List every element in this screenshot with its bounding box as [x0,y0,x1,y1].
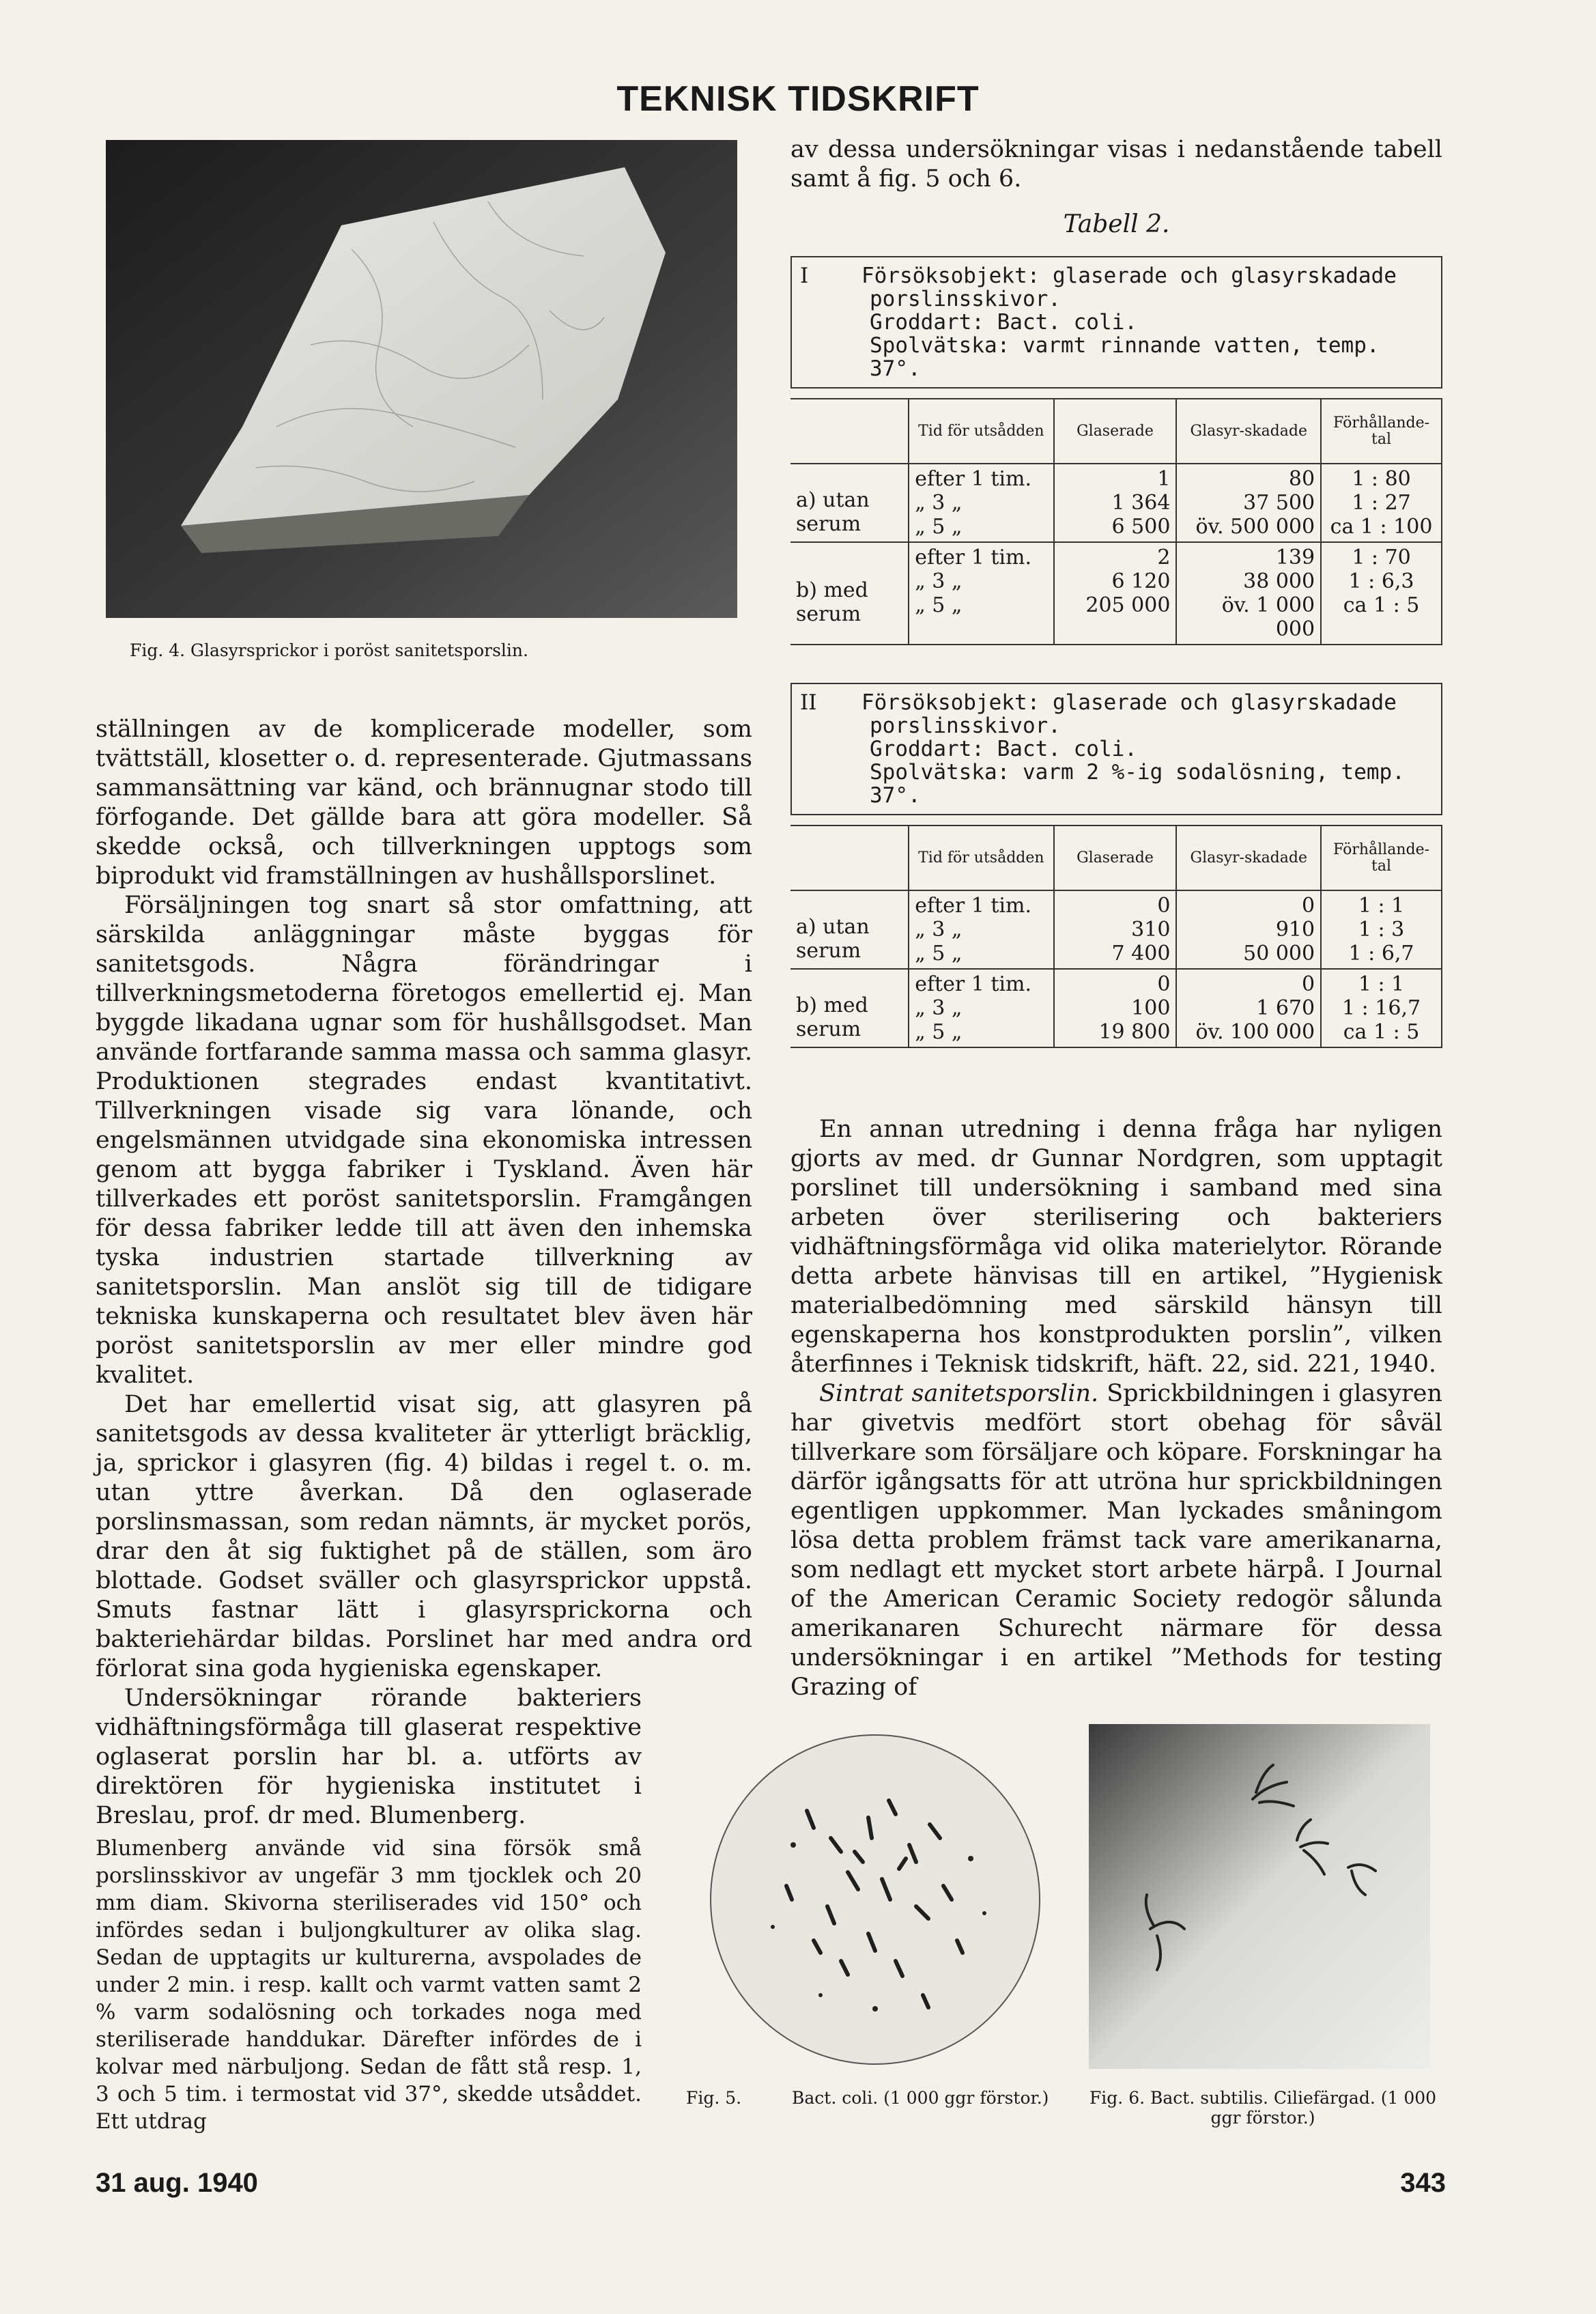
table-2 [790,683,1442,1048]
ratio-cell: 1 : 80 [1352,467,1411,491]
left-small-paragraph [96,1835,642,2135]
paragraph: Det har emellertid visat sig, att glasyren på sanitetsgods av dessa kvaliteter är ytterligt bräcklig, ja, sprickor i glasyren (fig. 4) bildas i regel t. o. m. utan yttre åverkan. Då den oglaserade porslinsmassan, som redan nämnts, är mycket porös, drar den åt sig fuktighet på de ställen, som äro blottade. Godset sväller och glasyrsprickor uppstå. Smuts fastnar lätt i glasyrsprickorna och bakteriehärdar bildas. Porslinet har med andra ord förlorat sina goda hygieniska egenskaper. [96,1391,752,1682]
fig4-caption: Fig. 4. Glasyrsprickor i poröst sanitetsporslin. [130,640,528,660]
time-cell: „ 3 „ [915,996,963,1020]
table-2-line: Spolvätska: varm 2 %-ig sodalösning, temp. 37°. [870,760,1405,808]
table-row [790,969,1442,1047]
table-1-line: porslinsskivor. [870,287,1061,311]
group-label: a) utan serum [790,464,909,542]
paragraph: Blumenberg använde vid sina försök små porslinsskivor av ungefär 3 mm tjocklek och 20 mm diam. Skivorna steriliserades vid 150° och infördes sedan i buljongkulturer av olika slag. Sedan de upptagits ur kulturerna, avspolades de under 2 min. i resp. kallt och varmt vatten samt 2 % varm sodalösning och torkades noga med steriliserade handdukar. Därefter infördes de i kolvar med närbuljong. Sedan de fått stå resp. 1, 3 och 5 tim. i termostat vid 37°, skedde utsåddet. Ett utdrag [96,1836,642,2134]
value-cell: 1 670 [1256,996,1315,1020]
fig5-micrograph [710,1734,1040,2065]
fig5-label: Fig. 5. [686,2088,742,2108]
time-cell: „ 3 „ [915,918,963,942]
ratio-cell: 1 : 6,7 [1348,942,1414,965]
table-1-grid [790,398,1442,645]
value-cell: 1 364 [1111,491,1171,515]
table-2-roman: II [800,690,817,715]
value-cell: 6 500 [1111,515,1171,539]
value-cell: öv. 1 000 000 [1221,593,1315,641]
value-cell: 37 500 [1243,491,1315,515]
table-2-line: Försöksobjekt: glaserade och glasyrskadade [861,690,1397,715]
table-2-line: Groddart: Bact. coli. [870,737,1137,761]
fig6-caption: Fig. 6. Bact. subtilis. Ciliefärgad. (1 000 ggr förstor.) [1089,2088,1437,2128]
value-cell: 1 [1157,467,1171,491]
table-1-line: Försöksobjekt: glaserade och glasyrskadade [861,264,1397,288]
table-2-line: porslinsskivor. [870,714,1061,738]
footer-date: 31 aug. 1940 [96,2168,258,2198]
left-column [96,715,752,1831]
paragraph: av dessa undersökningar visas i nedanstående tabell samt å fig. 5 och 6. [790,136,1442,193]
time-cell: „ 5 „ [915,515,963,539]
time-cell: „ 3 „ [915,491,963,515]
table-row [790,542,1442,645]
time-cell: efter 1 tim. [915,546,1032,569]
fig4-photo [106,140,737,618]
right-intro [790,135,1442,194]
table-1-info [790,256,1442,389]
ratio-cell: ca 1 : 5 [1343,593,1420,617]
value-cell: 0 [1302,972,1315,996]
time-cell: „ 5 „ [915,942,963,965]
value-cell: 910 [1275,918,1315,942]
group-label: b) med serum [790,542,909,645]
column-header: Förhållande-tal [1321,826,1442,890]
time-cell: „ 3 „ [915,569,963,593]
value-cell: 0 [1157,972,1171,996]
ratio-cell: 1 : 16,7 [1342,996,1421,1020]
value-cell: 50 000 [1243,942,1315,965]
ratio-cell: 1 : 3 [1358,918,1405,942]
value-cell: 100 [1131,996,1171,1020]
table-title: Tabell 2. [1063,210,1170,238]
column-header: Glasyr-skadade [1176,826,1321,890]
paragraph: En annan utredning i denna fråga har nyligen gjorts av med. dr Gunnar Nordgren, som upptagit porslinet till undersökning i samband med sina arbeten över sterilisering och bakteriers vidhäftningsförmåga vid olika materielytor. Rörande detta arbete hänvisas till en artikel, ”Hygienisk materialbedömning med särskild hänsyn till egenskaperna hos konstprodukten porslin”, vilken återfinnes i Teknisk tidskrift, häft. 22, sid. 221, 1940. [790,1116,1442,1378]
value-cell: 2 [1157,546,1171,569]
fig5-caption: Bact. coli. (1 000 ggr förstor.) [792,2088,1049,2108]
paragraph [790,1379,1442,1702]
value-cell: 205 000 [1085,593,1171,617]
table-row [790,464,1442,542]
value-cell: öv. 500 000 [1195,515,1315,539]
table-row [790,890,1442,969]
value-cell: 0 [1302,894,1315,918]
section-heading: Sintrat sanitetsporslin. [819,1380,1099,1407]
column-header: Glasyr-skadade [1176,399,1321,464]
ratio-cell: ca 1 : 5 [1343,1020,1420,1044]
paragraph: ställningen av de komplicerade modeller, som tvättställ, klosetter o. d. representerade. Gjutmassans sammansättning var känd, och brännugnar stodo till förfogande. Det gällde bara att göra modeller. Så skedde också, och tillverkningen upptogs som biprodukt vid framställningen av hushållsporslinet. [96,716,752,890]
value-cell: 6 120 [1111,569,1171,593]
column-header: Glaserade [1054,826,1177,890]
value-cell: 139 [1275,546,1315,569]
time-cell: efter 1 tim. [915,972,1032,996]
group-label: a) utan serum [790,890,909,969]
fig6-micrograph [1089,1724,1430,2069]
value-cell: 38 000 [1243,569,1315,593]
ratio-cell: 1 : 70 [1352,546,1411,569]
table-1 [790,256,1442,645]
value-cell: öv. 100 000 [1195,1020,1315,1044]
time-cell: efter 1 tim. [915,894,1032,918]
paragraph: Försäljningen tog snart så stor omfattning, att särskilda anläggningar måste byggas för sanitetsgods. Några förändringar i tillverkningsmetoderna företogos emellertid ej. Man byggde likadana ugnar som för hushållsgodset. Man använde fortfarande samma massa och samma glasyr. Produktionen stegrades endast kvantitativt. Tillverkningen visade sig vara lönande, och engelsmännen utvidgade sina ekonomiska intressen genom att bygga fabriker i Tyskland. Även här tillverkades ett poröst sanitetsporslin. Framgången för dessa fabriker ledde till att även den inhemska tyska industrien startade tillverkning av sanitetsporslin. Man anslöt sig till de tidigare tekniska kunskaperna och resultatet blev även här poröst sanitetsporslin av mer eller mindre god kvalitet. [96,892,752,1389]
column-header: Tid för utsådden [909,399,1053,464]
paragraph: Undersökningar rörande bakteriers vidhäftningsförmåga till glaserat respektive oglaserat porslin har bl. a. utförts av direktören för hygieniska institutet i Breslau, prof. dr med. Blumenberg. [96,1684,642,1829]
ratio-cell: 1 : 27 [1352,491,1411,515]
column-header: Tid för utsådden [909,826,1053,890]
ratio-cell: ca 1 : 100 [1330,515,1433,539]
paragraph-text: Sprickbildningen i glasyren har givetvis medfört stort obehag för såväl tillverkare som försäljare och köpare. Forskningar ha därför igångsatts för att utröna hur sprickbildningen egentligen uppkommer. Man lyckades småningom lösa detta problem främst tack vare amerikanarna, som nedlagt ett mycket stort arbete härpå. I Journal of the American Ceramic Society redogör sålunda amerikanaren Schurecht närmare för dessa undersökningar i en artikel ”Methods for testing Grazing of [790,1380,1442,1701]
column-header: Glaserade [1054,399,1177,464]
page-number: 343 [1400,2168,1446,2198]
table-1-line: Groddart: Bact. coli. [870,310,1137,335]
time-cell: „ 5 „ [915,593,963,617]
value-cell: 7 400 [1111,942,1171,965]
column-header: Förhållande-tal [1321,399,1442,464]
table-2-info [790,683,1442,815]
value-cell: 0 [1157,894,1171,918]
ratio-cell: 1 : 6,3 [1348,569,1414,593]
ratio-cell: 1 : 1 [1358,972,1405,996]
journal-title: TEKNISK TIDSKRIFT [616,79,980,119]
value-cell: 80 [1288,467,1315,491]
time-cell: efter 1 tim. [915,467,1032,491]
table-1-line: Spolvätska: varmt rinnande vatten, temp. 37°. [870,333,1380,381]
group-label: b) med serum [790,969,909,1047]
value-cell: 310 [1131,918,1171,942]
right-body [790,1115,1442,1702]
value-cell: 19 800 [1098,1020,1171,1044]
table-2-grid [790,825,1442,1048]
table-1-roman: I [800,264,809,288]
ratio-cell: 1 : 1 [1358,894,1405,918]
time-cell: „ 5 „ [915,1020,963,1044]
